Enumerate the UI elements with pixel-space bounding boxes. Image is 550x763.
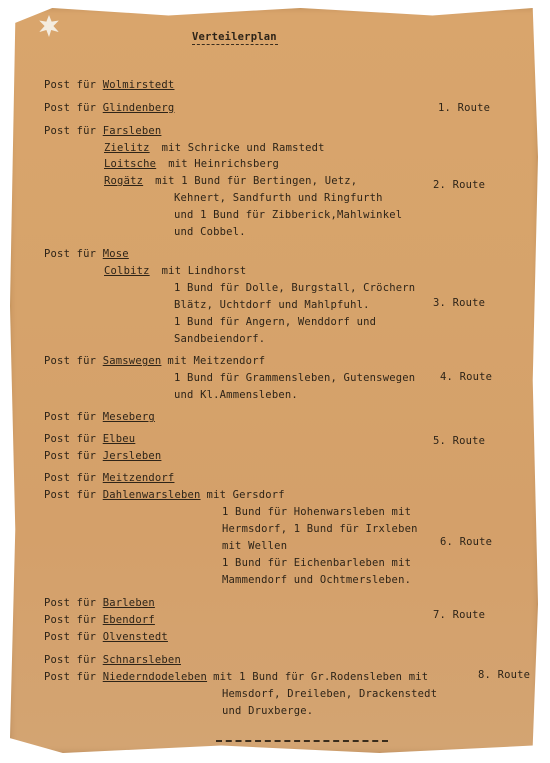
line-text: mit Wellen bbox=[222, 540, 288, 552]
list-line bbox=[44, 630, 168, 644]
list-line bbox=[222, 505, 411, 519]
list-line bbox=[222, 687, 437, 701]
list-line bbox=[44, 101, 174, 115]
list-line bbox=[44, 596, 155, 610]
list-line bbox=[174, 371, 415, 385]
line-text: mit Heinrichsberg bbox=[168, 158, 280, 170]
place-name: Zielitz bbox=[104, 142, 150, 154]
line-text: und Cobbel. bbox=[174, 226, 246, 238]
post-prefix: Post für bbox=[44, 125, 97, 137]
list-line bbox=[174, 332, 265, 346]
list-line bbox=[222, 522, 418, 536]
place-name: Samswegen bbox=[102, 355, 162, 367]
list-line bbox=[44, 354, 265, 368]
post-prefix: Post für bbox=[44, 102, 97, 114]
document-title: Verteilerplan bbox=[192, 31, 277, 43]
line-text: Kehnert, Sandfurth und Ringfurth bbox=[174, 192, 383, 204]
list-line bbox=[174, 191, 383, 205]
route-label: 4. Route bbox=[440, 371, 493, 383]
place-name: Farsleben bbox=[102, 125, 162, 137]
line-text: 1 Bund für Grammensleben, Gutenswegen bbox=[174, 372, 416, 384]
line-text: und Kl.Ammensleben. bbox=[174, 389, 298, 401]
place-name: Barleben bbox=[102, 597, 155, 609]
route-label: 3. Route bbox=[433, 297, 486, 309]
route-label: 6. Route bbox=[440, 536, 493, 548]
list-line bbox=[174, 281, 415, 295]
list-line bbox=[44, 488, 285, 502]
line-text: mit Schricke und Ramstedt bbox=[161, 142, 325, 154]
post-prefix: Post für bbox=[44, 614, 97, 626]
end-divider bbox=[216, 740, 388, 742]
list-line bbox=[104, 174, 357, 188]
title-underline bbox=[192, 44, 278, 45]
line-text: und 1 Bund für Zibberick,Mahlwinkel bbox=[174, 209, 403, 221]
post-prefix: Post für bbox=[44, 450, 97, 462]
place-name: Wolmirstedt bbox=[102, 79, 175, 91]
place-name: Dahlenwarsleben bbox=[102, 489, 201, 501]
place-name: Schnarsleben bbox=[102, 654, 181, 666]
list-line bbox=[44, 78, 174, 92]
list-line bbox=[174, 298, 370, 312]
line-text: 1 Bund für Angern, Wenddorf und bbox=[174, 316, 377, 328]
list-line bbox=[222, 539, 287, 553]
list-line bbox=[44, 613, 155, 627]
line-text: Hemsdorf, Dreileben, Drackenstedt bbox=[222, 688, 438, 700]
list-line bbox=[44, 670, 428, 684]
route-label: 1. Route bbox=[438, 102, 491, 114]
route-label: 8. Route bbox=[478, 669, 531, 681]
post-prefix: Post für bbox=[44, 248, 97, 260]
line-text: Blätz, Uchtdorf und Mahlpfuhl. bbox=[174, 299, 370, 311]
place-name: Niederndodeleben bbox=[102, 671, 208, 683]
post-prefix: Post für bbox=[44, 79, 97, 91]
post-prefix: Post für bbox=[44, 433, 97, 445]
place-name: Ebendorf bbox=[102, 614, 155, 626]
line-text: Mammendorf und Ochtmersleben. bbox=[222, 574, 412, 586]
place-name: Rogätz bbox=[104, 175, 144, 187]
post-prefix: Post für bbox=[44, 631, 97, 643]
place-name: Jersleben bbox=[102, 450, 162, 462]
list-line bbox=[174, 315, 376, 329]
list-line bbox=[44, 124, 161, 138]
post-prefix: Post für bbox=[44, 411, 97, 423]
place-name: Meitzendorf bbox=[102, 472, 175, 484]
place-name: Olvenstedt bbox=[102, 631, 168, 643]
line-text: Hermsdorf, 1 Bund für Irxleben bbox=[222, 523, 418, 535]
list-line bbox=[44, 449, 161, 463]
place-name: Glindenberg bbox=[102, 102, 175, 114]
place-name: Mose bbox=[102, 248, 129, 260]
post-prefix: Post für bbox=[44, 597, 97, 609]
line-text: 1 Bund für Eichenbarleben mit bbox=[222, 557, 412, 569]
list-line bbox=[222, 556, 411, 570]
line-text: mit 1 Bund für Bertingen, Uetz, bbox=[155, 175, 358, 187]
list-line bbox=[222, 573, 411, 587]
place-name: Loitsche bbox=[104, 158, 157, 170]
line-text: mit 1 Bund für Gr.Rodensleben mit bbox=[213, 671, 429, 683]
post-prefix: Post für bbox=[44, 654, 97, 666]
list-line bbox=[104, 264, 246, 278]
list-line bbox=[174, 225, 246, 239]
line-text: und Druxberge. bbox=[222, 705, 314, 717]
line-text: mit Gersdorf bbox=[206, 489, 285, 501]
list-line bbox=[222, 704, 313, 718]
place-name: Meseberg bbox=[102, 411, 155, 423]
place-name: Colbitz bbox=[104, 265, 150, 277]
post-prefix: Post für bbox=[44, 355, 97, 367]
list-line bbox=[44, 432, 135, 446]
line-text: 1 Bund für Hohenwarsleben mit bbox=[222, 506, 412, 518]
route-label: 2. Route bbox=[433, 179, 486, 191]
route-label: 5. Route bbox=[433, 435, 486, 447]
line-text: mit Meitzendorf bbox=[167, 355, 266, 367]
list-line bbox=[174, 208, 402, 222]
list-line bbox=[44, 247, 129, 261]
line-text: mit Lindhorst bbox=[161, 265, 247, 277]
line-text: Sandbeiendorf. bbox=[174, 333, 266, 345]
route-label: 7. Route bbox=[433, 609, 486, 621]
place-name: Elbeu bbox=[102, 433, 136, 445]
list-line bbox=[104, 141, 325, 155]
post-prefix: Post für bbox=[44, 489, 97, 501]
list-line bbox=[44, 410, 155, 424]
list-line bbox=[44, 653, 181, 667]
list-line bbox=[104, 157, 279, 171]
list-line bbox=[174, 388, 298, 402]
line-text: 1 Bund für Dolle, Burgstall, Cröchern bbox=[174, 282, 416, 294]
post-prefix: Post für bbox=[44, 671, 97, 683]
list-line bbox=[44, 471, 174, 485]
post-prefix: Post für bbox=[44, 472, 97, 484]
